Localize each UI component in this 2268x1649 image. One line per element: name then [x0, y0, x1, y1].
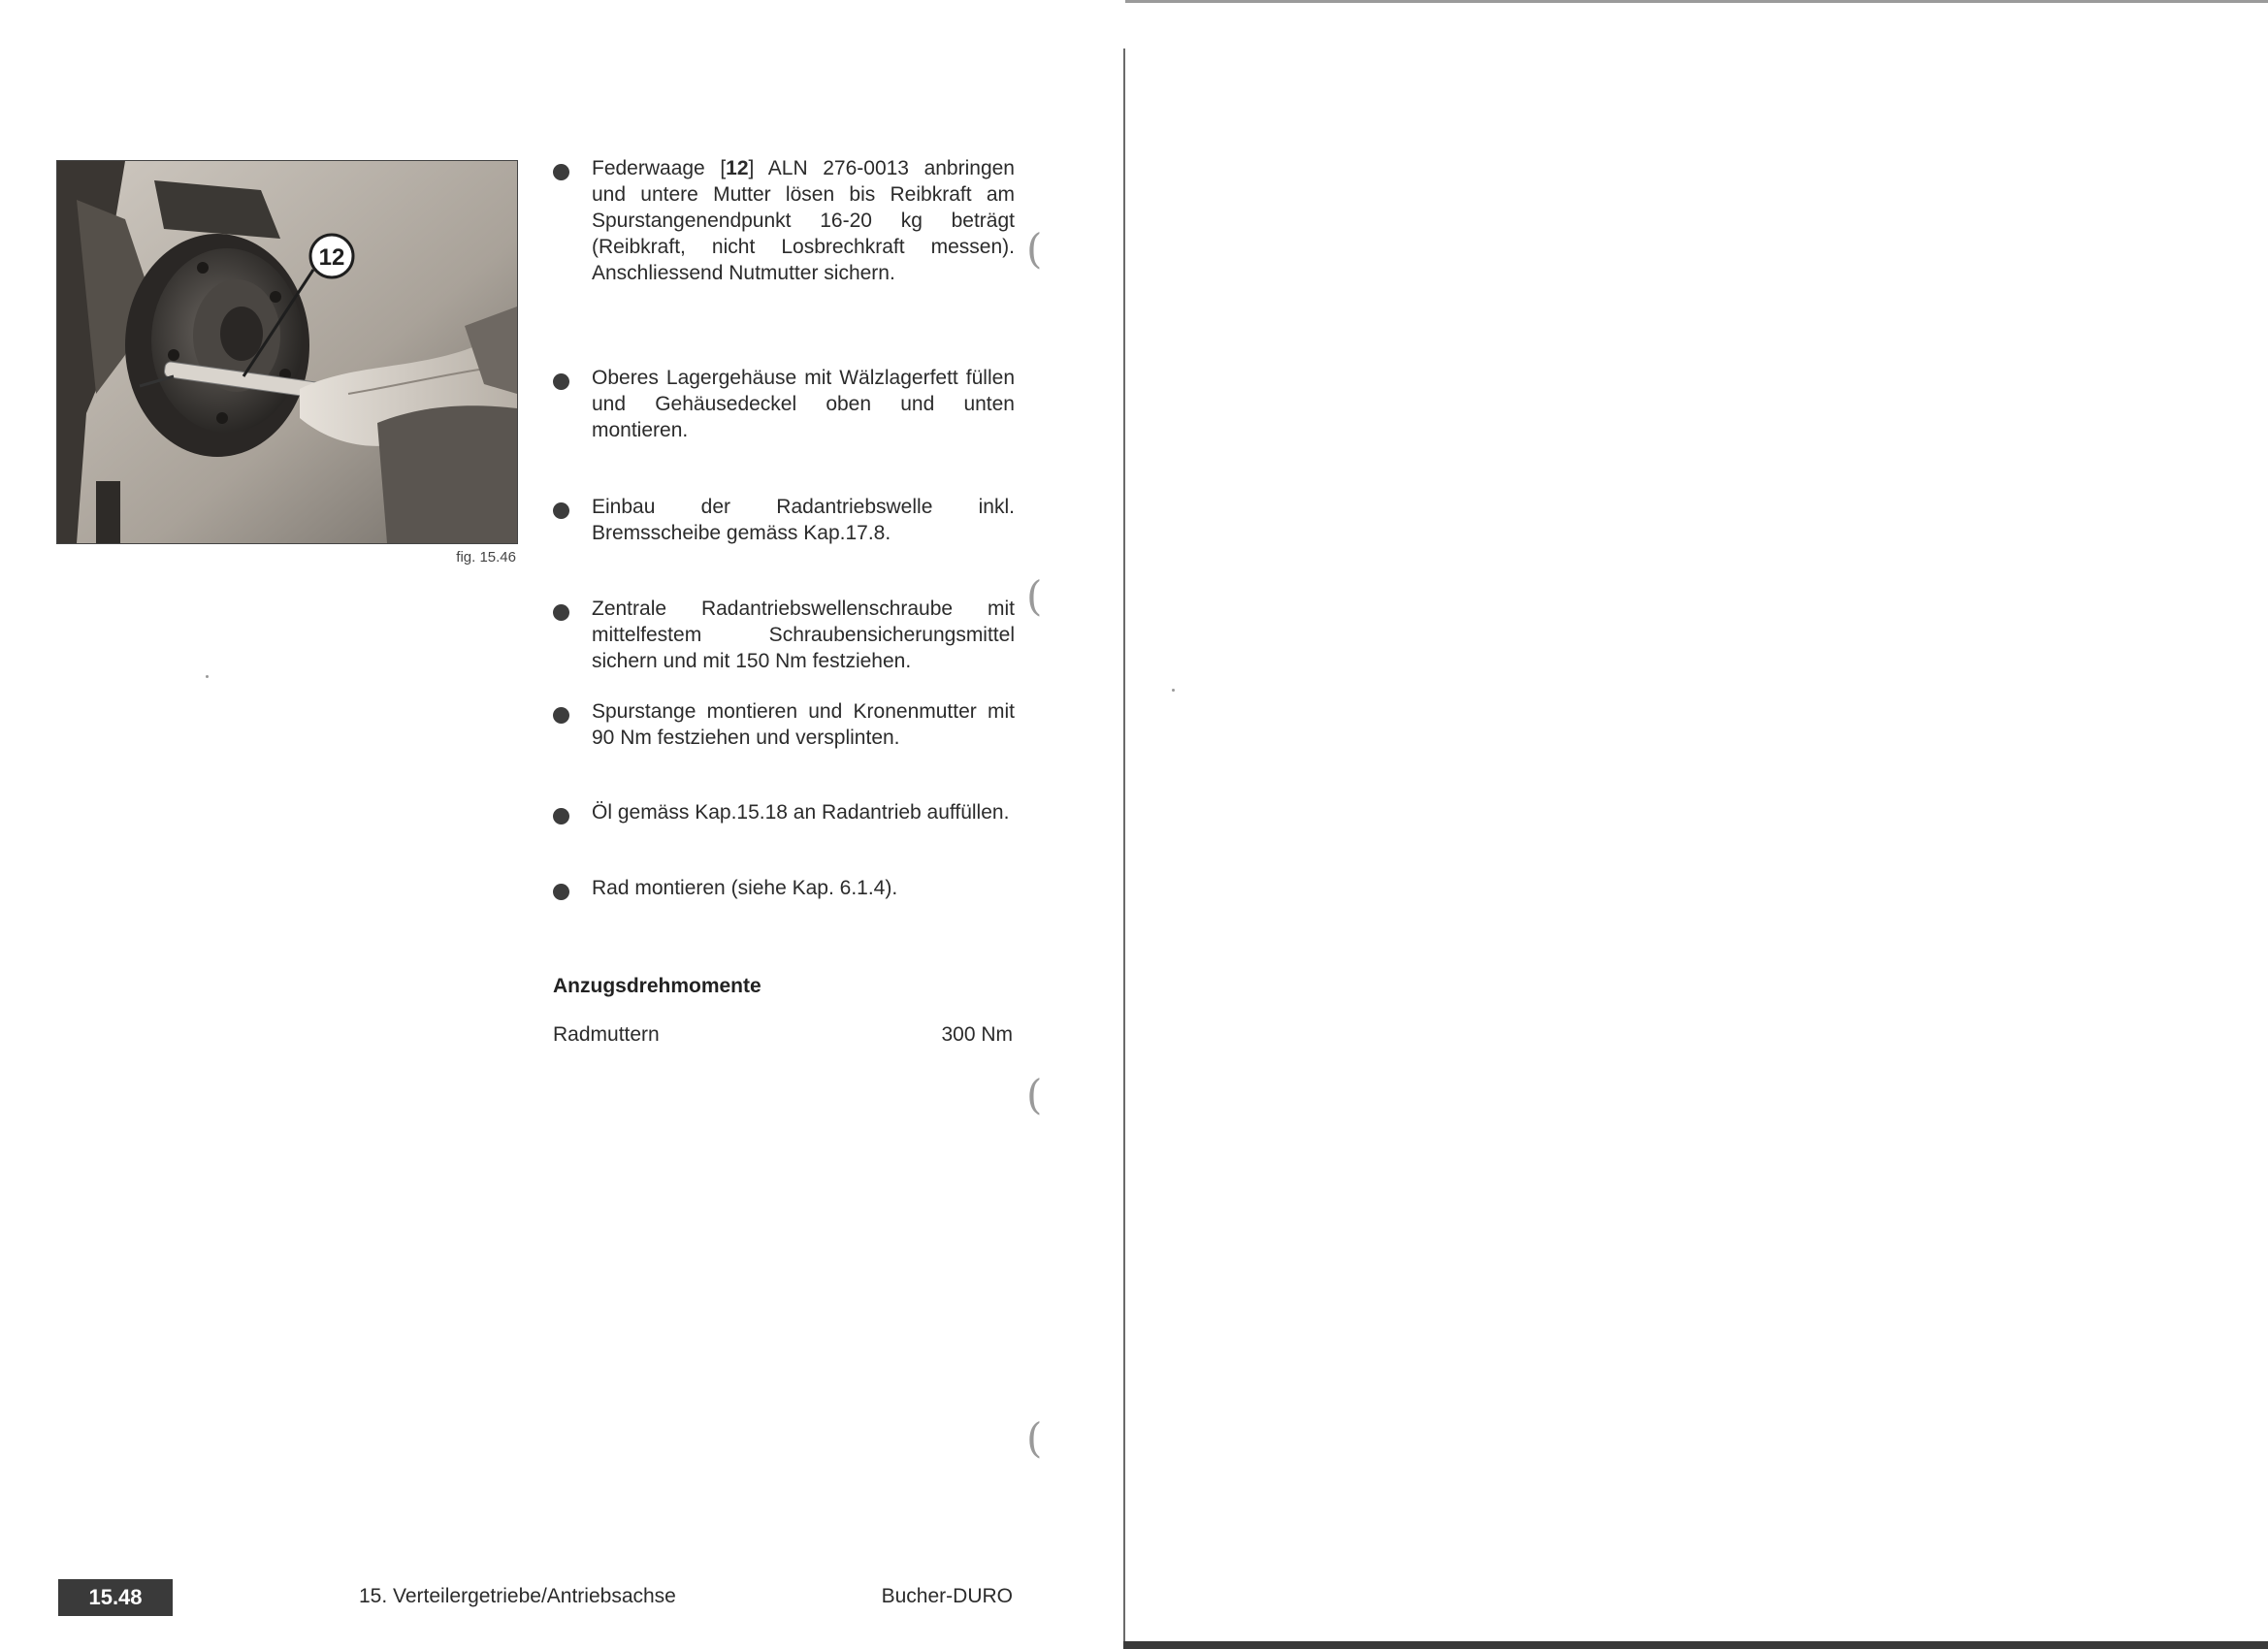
- left-page: [0, 0, 1123, 1649]
- scan-speck: [206, 675, 209, 678]
- bullet-icon: [553, 502, 569, 519]
- step-text-end: ] ALN 276-0013 anbringen und untere Mutter lösen bis Reibkraft am Spurstangenendpunkt 16-20 kg beträgt (Reibkraft, nicht Losbrechkraft messen). Anschliessend Nutmutter sichern.: [592, 157, 1015, 284]
- step-text: Oberes Lagergehäuse mit Wälzlagerfett füllen und Gehäusedeckel oben und unten montieren.: [592, 367, 1015, 441]
- page-top-edge: [1125, 0, 2268, 3]
- part-reference: 12: [726, 157, 749, 179]
- step-text-start: Federwaage [: [592, 157, 727, 179]
- bullet-icon: [553, 884, 569, 900]
- bullet-icon: [553, 604, 569, 621]
- step-text: Rad montieren (siehe Kap. 6.1.4).: [592, 877, 898, 899]
- page-number-badge: 15.48: [58, 1579, 173, 1616]
- bullet-icon: [553, 373, 569, 390]
- right-page: [1123, 0, 2268, 1649]
- step-text: Spurstange montieren und Kronenmutter mit 90 Nm festziehen und versplinten.: [592, 700, 1015, 749]
- punch-hole-mark: (: [1026, 225, 1043, 273]
- step-text: [592, 155, 1015, 286]
- punch-hole-mark: (: [1026, 572, 1043, 620]
- figure-photo: [56, 160, 518, 544]
- wheel-hub-photo: [57, 161, 517, 543]
- scan-speck: [1172, 689, 1175, 692]
- bullet-icon: [553, 808, 569, 824]
- punch-hole-mark: (: [1026, 1414, 1043, 1462]
- punch-hole-mark: (: [1026, 1071, 1043, 1118]
- page-fold: [1123, 48, 1125, 1649]
- torque-heading: Anzugsdrehmomente: [553, 975, 761, 997]
- callout-number: 12: [318, 244, 345, 271]
- bullet-icon: [553, 707, 569, 724]
- brand-name: Bucher-DURO: [881, 1585, 1013, 1607]
- torque-label: Radmuttern: [553, 1023, 660, 1046]
- figure-caption: fig. 15.46: [456, 549, 516, 566]
- step-text: Einbau der Radantriebswelle inkl. Bremsscheibe gemäss Kap.17.8.: [592, 496, 1015, 544]
- torque-value: 300 Nm: [941, 1023, 1013, 1046]
- step-text: Zentrale Radantriebswellenschraube mit mittelfestem Schraubensicherungsmittel sichern und mit 150 Nm festziehen.: [592, 598, 1015, 672]
- step-text: Öl gemäss Kap.15.18 an Radantrieb auffüllen.: [592, 801, 1010, 824]
- page-bottom-edge: [1123, 1641, 2268, 1649]
- bullet-icon: [553, 164, 569, 180]
- chapter-title: 15. Verteilergetriebe/Antriebsachse: [359, 1585, 676, 1607]
